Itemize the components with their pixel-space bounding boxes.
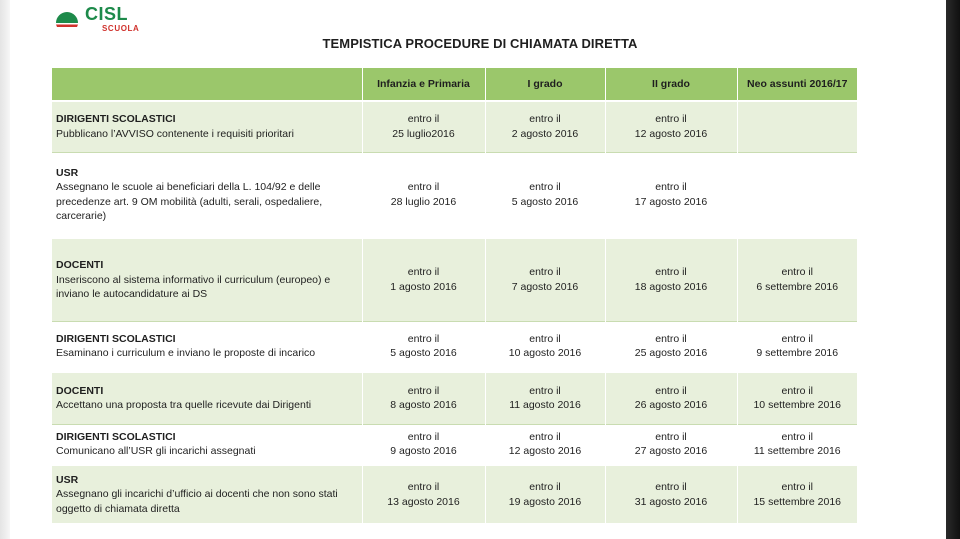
- date-prefix: entro il: [781, 266, 813, 279]
- action-text: Comunicano all’USR gli incarichi assegnati: [56, 445, 256, 458]
- date-prefix: entro il: [655, 266, 687, 279]
- date-cell: [485, 238, 605, 321]
- date-value: 25 agosto 2016: [634, 347, 708, 360]
- date-value: 1 agosto 2016: [390, 280, 457, 293]
- date-value: 2 agosto 2016: [511, 127, 579, 140]
- date-prefix: entro il: [407, 332, 440, 345]
- cisl-logo: [54, 4, 144, 34]
- actor-label: DIRIGENTI SCOLASTICI: [56, 332, 176, 345]
- header-infanzia-primaria: Infanzia e Primaria: [362, 68, 485, 101]
- date-cell: [362, 152, 485, 238]
- date-prefix: entro il: [407, 481, 440, 493]
- date-cell: [737, 101, 857, 152]
- date-prefix: entro il: [781, 481, 813, 493]
- date-prefix: entro il: [781, 332, 813, 345]
- date-cell: [737, 321, 857, 372]
- date-value: 12 agosto 2016: [634, 127, 708, 140]
- action-text: Pubblicano l’AVVISO contenente i requisiti prioritari: [56, 127, 294, 140]
- table-row: [52, 424, 857, 465]
- date-cell: [605, 424, 737, 465]
- date-cell: [362, 424, 485, 465]
- cisl-logo-icon: [54, 5, 80, 31]
- date-prefix: entro il: [655, 430, 687, 443]
- date-value: 7 agosto 2016: [511, 280, 579, 293]
- header-neo-assunti: Neo assunti 2016/17: [737, 68, 857, 101]
- date-value: 17 agosto 2016: [634, 195, 708, 208]
- header-ii-grado: II grado: [605, 68, 737, 101]
- date-cell: [605, 465, 737, 523]
- date-cell: [737, 372, 857, 424]
- date-cell: [737, 238, 857, 321]
- date-prefix: entro il: [655, 113, 687, 126]
- dark-border: [946, 0, 960, 539]
- action-text: Accettano una proposta tra quelle ricevute dai Dirigenti: [56, 399, 312, 412]
- date-cell: [485, 321, 605, 372]
- table-row: [52, 321, 857, 372]
- date-prefix: entro il: [529, 481, 561, 493]
- date-value: 18 agosto 2016: [634, 280, 708, 293]
- action-text: Esaminano i curriculum e inviano le proposte di incarico: [56, 347, 316, 360]
- date-cell: [362, 101, 485, 152]
- date-value: 9 settembre 2016: [756, 347, 839, 360]
- date-value: 11 agosto 2016: [509, 399, 581, 412]
- date-prefix: entro il: [529, 384, 561, 397]
- date-value: 31 agosto 2016: [634, 495, 708, 508]
- date-cell: [485, 465, 605, 523]
- table-row: [52, 465, 857, 523]
- date-value: 19 agosto 2016: [508, 495, 582, 508]
- date-cell: [737, 465, 857, 523]
- date-cell: [605, 321, 737, 372]
- actor-label: USR: [56, 166, 79, 179]
- actor-cell: [52, 465, 362, 523]
- date-cell: [737, 424, 857, 465]
- date-value: 27 agosto 2016: [634, 445, 708, 458]
- date-prefix: entro il: [655, 181, 687, 194]
- date-prefix: entro il: [781, 430, 813, 443]
- date-value: 28 luglio 2016: [390, 195, 457, 208]
- actor-cell: [52, 321, 362, 372]
- date-cell: [362, 372, 485, 424]
- action-text: Assegnano gli incarichi d’ufficio ai docenti che non sono stati oggetto di chiamata diretta: [56, 488, 338, 515]
- date-value: 26 agosto 2016: [634, 399, 708, 412]
- actor-label: DIRIGENTI SCOLASTICI: [56, 430, 176, 443]
- date-value: 9 agosto 2016: [390, 445, 457, 458]
- date-cell: [362, 238, 485, 321]
- date-cell: [737, 152, 857, 238]
- date-prefix: entro il: [407, 266, 440, 279]
- date-cell: [485, 152, 605, 238]
- schedule-table: [52, 68, 857, 523]
- actor-cell: [52, 238, 362, 321]
- date-prefix: entro il: [407, 430, 440, 443]
- date-value: 10 settembre 2016: [753, 399, 842, 412]
- document-title: TEMPISTICA PROCEDURE DI CHIAMATA DIRETTA: [322, 36, 638, 51]
- date-prefix: entro il: [655, 384, 687, 397]
- logo-subtitle: SCUOLA: [102, 24, 140, 33]
- date-prefix: entro il: [529, 266, 561, 279]
- date-prefix: entro il: [529, 332, 561, 345]
- date-prefix: entro il: [529, 113, 561, 126]
- date-prefix: entro il: [407, 181, 440, 194]
- action-text: Assegnano le scuole ai beneficiari della L. 104/92 e delle precedenze art. 9 OM mobilità (adulti, serali, ospedaliere, carcerarie): [56, 181, 323, 223]
- date-value: 8 agosto 2016: [390, 399, 457, 412]
- page-left-margin: [0, 0, 10, 539]
- date-cell: [605, 152, 737, 238]
- actor-cell: [52, 372, 362, 424]
- actor-label: DOCENTI: [56, 384, 104, 397]
- date-value: 5 agosto 2016: [511, 195, 579, 208]
- date-prefix: entro il: [407, 384, 440, 397]
- date-prefix: entro il: [407, 113, 440, 126]
- date-prefix: entro il: [655, 481, 687, 493]
- table-header-row: [52, 68, 857, 101]
- date-cell: [605, 238, 737, 321]
- table-row: [52, 238, 857, 321]
- date-cell: [605, 101, 737, 152]
- actor-label: DIRIGENTI SCOLASTICI: [56, 113, 176, 126]
- date-prefix: entro il: [781, 384, 813, 397]
- date-cell: [362, 465, 485, 523]
- logo-name: CISL: [85, 4, 129, 24]
- date-value: 25 luglio2016: [392, 127, 455, 140]
- date-value: 11 settembre 2016: [753, 445, 841, 458]
- actor-label: USR: [56, 473, 79, 486]
- date-prefix: entro il: [529, 181, 561, 194]
- action-text: Inseriscono al sistema informativo il curriculum (europeo) e inviano le autocandidature ai DS: [56, 273, 331, 300]
- date-value: 10 agosto 2016: [508, 347, 582, 360]
- actor-cell: [52, 101, 362, 152]
- date-value: 12 agosto 2016: [508, 445, 582, 458]
- header-empty: [52, 68, 362, 101]
- date-value: 13 agosto 2016: [387, 495, 460, 508]
- actor-cell: [52, 152, 362, 238]
- table-row: [52, 372, 857, 424]
- date-cell: [605, 372, 737, 424]
- date-prefix: entro il: [529, 430, 561, 443]
- date-cell: [485, 424, 605, 465]
- date-cell: [362, 321, 485, 372]
- actor-label: DOCENTI: [56, 259, 104, 271]
- date-cell: [485, 372, 605, 424]
- date-value: 6 settembre 2016: [756, 280, 839, 293]
- table-row: [52, 101, 857, 152]
- date-cell: [485, 101, 605, 152]
- actor-cell: [52, 424, 362, 465]
- date-prefix: entro il: [655, 332, 687, 345]
- date-value: 5 agosto 2016: [390, 347, 457, 360]
- date-value: 15 settembre 2016: [753, 495, 842, 508]
- header-i-grado: I grado: [485, 68, 605, 101]
- table-row: [52, 152, 857, 238]
